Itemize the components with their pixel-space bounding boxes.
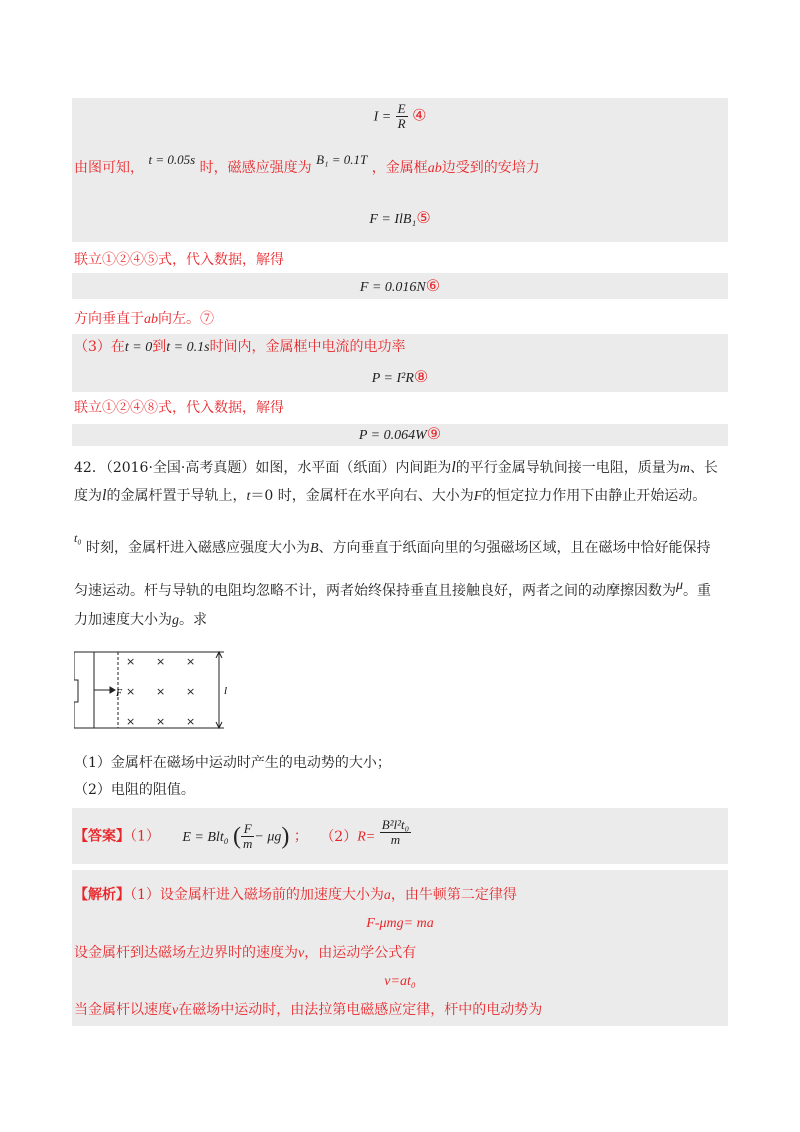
fraction: $\frac{E}{R}$ [397, 101, 406, 131]
equation-9: P = 0.064W⑨ [358, 424, 442, 443]
analysis-line: 【解析】（1）设金属杆进入磁场前的加速度大小为a，由牛顿第二定律得 [74, 887, 517, 903]
equation-8: P = I²R⑧ [371, 367, 429, 386]
analysis-line: 设金属杆到达磁场左边界时的速度为v，由运动学公式有 [74, 945, 417, 961]
length-label: l [224, 685, 228, 697]
sub-question-1: （1）金属杆在磁场中运动时产生的电动势的大小； [74, 755, 391, 771]
question-line: 度为l的金属杆置于导轨上，t＝0 时，金属杆在水平向右、大小为F的恒定拉力作用下由静止开始运动。 [74, 487, 707, 504]
equation-4: I = $\frac{E}{R}$ ④ [373, 101, 427, 131]
question-line: 42．（2016·全国·高考真题）如图，水平面（纸面）内间距为l的平行金属导轨间接一电阻，质量为m、长 [74, 459, 718, 476]
question-line: 力加速度大小为g。求 [74, 612, 207, 628]
field-cross-mark: × [156, 715, 166, 728]
fraction: $\frac{F}{m}$ [243, 821, 253, 851]
solution-line: 方向垂直于ab向左。⑦ [74, 311, 214, 327]
solution-line: 联立①②④⑧式，代入数据，解得 [74, 400, 284, 416]
question-line: 匀速运动。杆与导轨的电阻均忽略不计，两者始终保持垂直且接触良好，两者之间的动摩擦因数为μ。重 [74, 578, 712, 599]
field-cross-mark: × [126, 685, 136, 698]
analysis-line: 当金属杆以速度v在磁场中运动时，由法拉第电磁感应定律，杆中的电动势为 [74, 1002, 543, 1018]
field-cross-mark: × [186, 685, 196, 698]
equation-6: F = 0.016N⑥ [359, 276, 441, 295]
equation-newton: F-μmg= ma [366, 916, 434, 931]
field-cross-mark: × [186, 715, 196, 728]
fraction: $\frac{\text{B²l²t₀}}{m}$ [381, 817, 410, 847]
solution-line: （3）在t = 0到t = 0.1s时间内，金属框中电流的电功率 [74, 339, 406, 355]
field-cross-mark: × [156, 685, 166, 698]
field-cross-mark: × [186, 655, 196, 668]
equation-5: F = IlB₁⑤ [369, 208, 431, 227]
equation-kinematics: v=at₀ [384, 974, 416, 989]
answer-line: 【答案】（1） E = Blt₀ ( $\frac{F}{m}$ − μg) ； （2）R= $\frac{\text{B²l²t₀}}{m}$ [74, 817, 410, 851]
field-cross-mark: × [156, 655, 166, 668]
solution-line: 联立①②④⑤式，代入数据，解得 [74, 252, 284, 268]
field-cross-mark: × [126, 655, 136, 668]
question-line: t₀ 时刻，金属杆进入磁感应强度大小为B、方向垂直于纸面向里的匀强磁场区域，且在磁场中恰好能保持 [74, 531, 711, 556]
sub-question-2: （2）电阻的阻值。 [74, 782, 195, 798]
solution-line: 由图可知， t = 0.05s 时，磁感应强度为 B₁ = 0.1T ，金属框ab边受到的安培力 [74, 152, 540, 176]
force-label: F [116, 688, 123, 699]
rail-circuit-figure [74, 648, 234, 736]
field-cross-mark: × [126, 715, 136, 728]
